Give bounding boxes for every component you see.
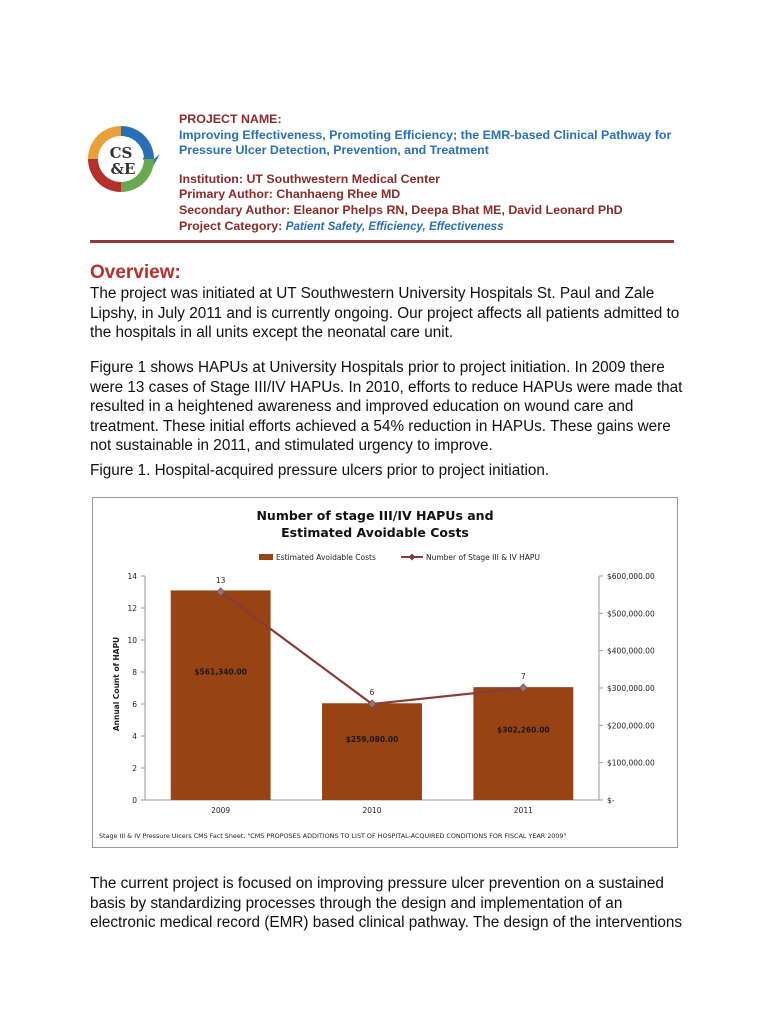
paragraph-intro: The project was initiated at UT Southwestern University Hospitals St. Paul and Zale Lipshy, in July 2011 and is currently ongoing. Our project affects all patients admitted to the hospitals in all units except the neonatal care unit. (90, 285, 680, 341)
line-data-label: 6 (369, 688, 375, 697)
hapu-chart (92, 497, 678, 848)
line-data-label: 13 (215, 576, 226, 585)
y-tick-label-left: 6 (132, 700, 137, 709)
project-header (179, 112, 719, 234)
project-category-label: Project Category: (179, 218, 286, 233)
institution: Institution: UT Southwestern Medical Center (179, 171, 440, 186)
chart-legend (259, 553, 540, 562)
x-tick-label: 2011 (513, 806, 533, 815)
paragraph-current-project: The current project is focused on improving pressure ulcer prevention on a sustained basis by standardizing processes through the design and implementation of an electronic medical record (EMR) based clinical pathway. The design of the interventions (90, 875, 683, 931)
y-tick-label-right: $100,000.00 (607, 758, 655, 768)
chart-title-line-1: Number of stage III/IV HAPUs and (256, 508, 494, 523)
y-tick-label-left: 12 (127, 604, 137, 613)
chart-title-line-2: Estimated Avoidable Costs (281, 525, 469, 540)
legend-label-hapu: Number of Stage III & IV HAPU (426, 553, 540, 562)
logo-text-top: CS (109, 144, 133, 162)
project-category (179, 219, 719, 235)
y-tick-label-right: $600,000.00 (607, 572, 655, 581)
bar-data-label: $561,340.00 (194, 667, 248, 677)
project-title-line-2: Pressure Ulcer Detection, Prevention, and Treatment (179, 143, 489, 158)
cse-logo-graphic (80, 118, 162, 200)
y-tick-label-right: $500,000.00 (607, 609, 655, 619)
cse-logo (80, 118, 162, 200)
y-tick-label-left: 10 (127, 636, 137, 645)
bar-data-label: $259,080.00 (345, 734, 399, 744)
x-tick-label: 2009 (211, 806, 231, 815)
chart-source-note: Stage III & IV Pressure Ulcers CMS Fact Sheet, "CMS PROPOSES ADDITIONS TO LIST OF HOSPITAL-ACQUIRED CONDITIONS FOR FISCAL YEAR 2009" (99, 832, 567, 840)
bar-data-label: $302,260.00 (496, 725, 550, 735)
bar-2010 (322, 703, 422, 800)
y-tick-label-left: 4 (132, 732, 137, 741)
hapu-chart-svg (93, 498, 677, 847)
legend-swatch-costs (259, 554, 273, 560)
primary-author: Primary Author: Chanhaeng Rhee MD (179, 187, 401, 202)
header-divider (90, 240, 674, 243)
y-axis-label: Annual Count of HAPU (112, 636, 121, 732)
y-tick-label-right: $- (607, 796, 615, 805)
y-tick-label-right: $400,000.00 (607, 646, 655, 656)
bar-2011 (473, 687, 573, 800)
line-data-label: 7 (520, 672, 526, 681)
y-tick-label-right: $300,000.00 (607, 684, 655, 693)
figure-caption: Figure 1. Hospital-acquired pressure ulcers prior to project initiation. (90, 462, 550, 479)
y-tick-label-left: 14 (127, 572, 137, 581)
legend-marker-hapu (409, 554, 416, 561)
secondary-author: Secondary Author: Eleanor Phelps RN, Deepa Bhat ME, David Leonard PhD (179, 202, 623, 217)
y-tick-label-right: $200,000.00 (607, 721, 655, 731)
y-tick-label-left: 0 (132, 796, 137, 805)
logo-text-bottom: &E (110, 160, 136, 178)
overview-heading: Overview: (90, 262, 181, 283)
project-name-label: PROJECT NAME: (179, 112, 282, 126)
project-title-line-1: Improving Effectiveness, Promoting Efficiency; the EMR-based Clinical Pathway for (179, 127, 672, 142)
paragraph-figure-summary: Figure 1 shows HAPUs at University Hospitals prior to project initiation. In 2009 there were 13 cases of Stage III/IV HAPUs. In 2010, efforts to reduce HAPUs were made that resulted in a heightened awareness and improved education on wound care and treatment. These initial efforts achieved a 54% reduction in HAPUs. These gains were not sustainable in 2011, and stimulated urgency to improve. (90, 359, 683, 454)
legend-label-costs: Estimated Avoidable Costs (276, 553, 376, 562)
bar-2009 (171, 590, 271, 800)
project-category-value: Patient Safety, Efficiency, Effectiveness (285, 219, 504, 233)
y-tick-label-left: 8 (132, 668, 137, 677)
y-tick-label-left: 2 (132, 764, 137, 773)
x-tick-label: 2010 (362, 806, 382, 815)
